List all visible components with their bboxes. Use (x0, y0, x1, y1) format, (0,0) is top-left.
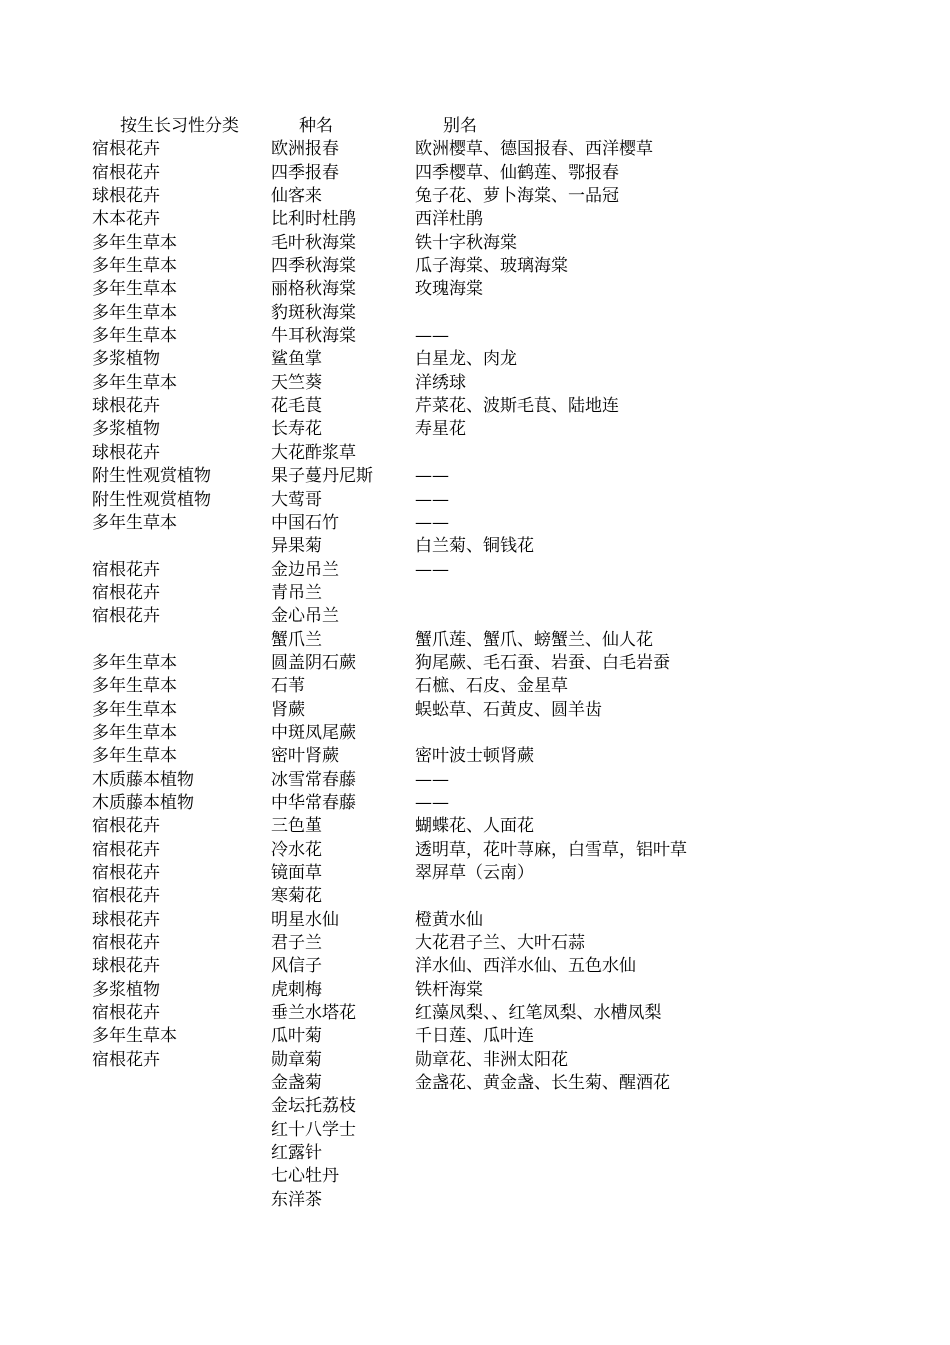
row-name: 圆盖阴石蕨 (271, 652, 356, 673)
table-row (0, 815, 950, 838)
row-category: 多年生草本 (92, 372, 177, 393)
row-alias: 玫瑰海棠 (415, 279, 483, 300)
row-name: 三色堇 (271, 816, 322, 837)
table-row (0, 512, 950, 535)
row-alias: —— (415, 792, 449, 813)
table-row (0, 1119, 950, 1142)
row-name: 天竺葵 (271, 372, 322, 393)
row-category (92, 1142, 262, 1165)
table-row (0, 862, 950, 885)
row-category: 附生性观赏植物 (92, 489, 211, 510)
row-category: 多年生草本 (92, 676, 177, 697)
row-alias (415, 605, 935, 628)
table-row (0, 138, 950, 161)
row-category: 多年生草本 (92, 232, 177, 253)
row-alias (415, 1189, 935, 1212)
row-category: 宿根花卉 (92, 1003, 160, 1024)
row-alias: 金盏花、黄金盏、长生菊、醒酒花 (415, 1073, 670, 1094)
row-alias: 翠屏草（云南） (415, 863, 534, 883)
row-category: 多年生草本 (92, 512, 177, 533)
row-category (92, 629, 262, 652)
row-alias: —— (415, 326, 449, 347)
table-row (0, 1072, 950, 1095)
table-row (0, 185, 950, 208)
row-alias (415, 582, 935, 605)
table-row (0, 348, 950, 371)
table-row (0, 1025, 950, 1048)
row-alias: 石樜、石皮、金星草 (415, 676, 568, 697)
table-row (0, 208, 950, 231)
row-name: 长寿花 (271, 419, 322, 440)
row-name: 红十八学士 (271, 1119, 356, 1140)
row-name: 红露针 (271, 1143, 322, 1164)
row-category (92, 1165, 262, 1188)
row-name: 虎刺梅 (271, 979, 322, 1000)
row-category: 宿根花卉 (92, 559, 160, 580)
table-row (0, 792, 950, 815)
row-alias (415, 1165, 935, 1188)
table-row (0, 278, 950, 301)
table-row (0, 1165, 950, 1188)
row-name: 七心牡丹 (271, 1166, 339, 1187)
table-row (0, 582, 950, 605)
table-row (0, 932, 950, 955)
row-category: 多年生草本 (92, 746, 177, 767)
row-alias: 兔子花、萝卜海棠、一品冠 (415, 186, 619, 207)
header-alias: 别名 (443, 116, 477, 136)
row-category: 多年生草本 (92, 1026, 177, 1047)
row-alias (415, 1119, 935, 1142)
table-row (0, 1002, 950, 1025)
table-row (0, 395, 950, 418)
row-alias: 瓜子海棠、玻璃海棠 (415, 256, 568, 277)
row-name: 瓜叶菊 (271, 1026, 322, 1047)
row-category: 球根花卉 (92, 442, 160, 463)
table-row (0, 302, 950, 325)
table-body (0, 138, 950, 1212)
row-category: 球根花卉 (92, 909, 160, 930)
row-alias: 蜈蚣草、石黄皮、圆羊齿 (415, 699, 602, 720)
table-row (0, 1189, 950, 1212)
row-name: 花毛茛 (271, 396, 322, 417)
row-alias: 铁杆海棠 (415, 979, 483, 1000)
table-row (0, 745, 950, 768)
row-category: 宿根花卉 (92, 139, 160, 160)
row-alias: —— (415, 466, 449, 487)
table-row (0, 162, 950, 185)
table-row (0, 885, 950, 908)
header-category: 按生长习性分类 (120, 116, 239, 136)
row-category: 多年生草本 (92, 279, 177, 300)
row-name: 石苇 (271, 676, 305, 697)
table-row (0, 629, 950, 652)
table-row (0, 535, 950, 558)
row-alias: 铁十字秋海棠 (415, 232, 517, 253)
row-alias: —— (415, 769, 449, 790)
row-name: 四季秋海棠 (271, 256, 356, 277)
row-alias (415, 1142, 935, 1165)
row-alias: 橙黄水仙 (415, 909, 483, 930)
row-name: 金坛托荔枝 (271, 1096, 356, 1117)
row-name: 风信子 (271, 956, 322, 977)
row-category: 球根花卉 (92, 186, 160, 207)
row-alias: 四季樱草、仙鹤莲、鄂报春 (415, 162, 619, 183)
row-alias: 红藻凤梨、、红笔凤梨、水槽凤梨 (415, 1003, 662, 1024)
row-name: 寒菊花 (271, 886, 322, 907)
row-name: 牛耳秋海棠 (271, 326, 356, 347)
row-category: 多年生草本 (92, 652, 177, 673)
row-name: 金盏菊 (271, 1073, 322, 1094)
table-row (0, 1049, 950, 1072)
table-row (0, 372, 950, 395)
row-name: 金边吊兰 (271, 559, 339, 580)
row-category: 木本花卉 (92, 209, 160, 230)
row-name: 四季报春 (271, 162, 339, 183)
row-category: 宿根花卉 (92, 1049, 160, 1070)
row-alias: 蟹爪莲、蟹爪、螃蟹兰、仙人花 (415, 629, 653, 650)
row-category: 宿根花卉 (92, 886, 160, 907)
table-row (0, 418, 950, 441)
row-alias: —— (415, 559, 449, 580)
table-row (0, 605, 950, 628)
row-alias (415, 1095, 935, 1118)
row-name: 果子蔓丹尼斯 (271, 466, 373, 487)
row-name: 垂兰水塔花 (271, 1003, 356, 1024)
table-row (0, 489, 950, 512)
table-row (0, 232, 950, 255)
row-name: 仙客来 (271, 186, 322, 207)
row-name: 中国石竹 (271, 512, 339, 533)
row-alias: 白兰菊、铜钱花 (415, 536, 534, 557)
row-name: 大莺哥 (271, 489, 322, 510)
row-name: 勋章菊 (271, 1049, 322, 1070)
row-category: 多年生草本 (92, 326, 177, 347)
row-category: 宿根花卉 (92, 162, 160, 183)
row-name: 中华常春藤 (271, 792, 356, 813)
row-category: 宿根花卉 (92, 816, 160, 837)
row-category: 多年生草本 (92, 699, 177, 720)
row-name: 毛叶秋海棠 (271, 232, 356, 253)
row-category: 木质藤本植物 (92, 769, 194, 790)
row-alias (415, 722, 935, 745)
row-category: 宿根花卉 (92, 582, 160, 603)
row-name: 大花酢浆草 (271, 442, 356, 463)
header-name: 种名 (299, 116, 333, 136)
row-name: 明星水仙 (271, 909, 339, 930)
table-row (0, 1095, 950, 1118)
row-name: 丽格秋海棠 (271, 279, 356, 300)
row-alias: 芹菜花、波斯毛茛、陆地连 (415, 396, 619, 417)
row-name: 豹斑秋海棠 (271, 302, 356, 323)
row-alias: 寿星花 (415, 419, 466, 440)
row-name: 东洋茶 (271, 1189, 322, 1210)
row-category (92, 535, 262, 558)
row-alias: 千日莲、瓜叶连 (415, 1026, 534, 1047)
row-name: 异果菊 (271, 536, 322, 557)
row-alias: 密叶波士顿肾蕨 (415, 746, 534, 767)
row-category: 球根花卉 (92, 396, 160, 417)
row-category: 多年生草本 (92, 722, 177, 743)
row-name: 冰雪常春藤 (271, 769, 356, 790)
row-name: 冷水花 (271, 839, 322, 860)
row-category: 多年生草本 (92, 256, 177, 277)
table-row (0, 559, 950, 582)
row-category: 宿根花卉 (92, 863, 160, 883)
row-alias: 欧洲樱草、德国报春、西洋樱草 (415, 139, 653, 160)
row-alias: 白星龙、肉龙 (415, 349, 517, 370)
row-category: 多浆植物 (92, 349, 160, 370)
row-alias: —— (415, 512, 449, 533)
row-name: 比利时杜鹃 (271, 209, 356, 230)
row-category: 球根花卉 (92, 956, 160, 977)
table-row (0, 652, 950, 675)
row-name: 金心吊兰 (271, 606, 339, 627)
row-category: 多浆植物 (92, 419, 160, 440)
plant-table (0, 115, 950, 1212)
table-row (0, 979, 950, 1002)
row-category (92, 1095, 262, 1118)
row-category (92, 1119, 262, 1142)
row-alias: 洋绣球 (415, 372, 466, 393)
row-alias: 大花君子兰、大叶石蒜 (415, 933, 585, 954)
row-category: 宿根花卉 (92, 606, 160, 627)
row-category: 多浆植物 (92, 979, 160, 1000)
row-alias: 勋章花、非洲太阳花 (415, 1049, 568, 1070)
row-category: 附生性观赏植物 (92, 466, 211, 487)
row-category: 多年生草本 (92, 302, 177, 323)
table-row (0, 839, 950, 862)
table-row (0, 955, 950, 978)
table-row (0, 675, 950, 698)
row-alias: —— (415, 489, 449, 510)
row-name: 鲨鱼掌 (271, 349, 322, 370)
row-alias: 透明草，花叶荨麻，白雪草，铝叶草 (415, 839, 687, 860)
row-alias (415, 442, 935, 465)
table-row (0, 699, 950, 722)
table-header (0, 115, 950, 138)
row-category (92, 1072, 262, 1095)
row-category: 木质藤本植物 (92, 792, 194, 813)
row-name: 肾蕨 (271, 699, 305, 720)
row-alias: 狗尾蕨、毛石蚕、岩蚕、白毛岩蚕 (415, 652, 670, 673)
table-row (0, 442, 950, 465)
row-alias: 蝴蝶花、人面花 (415, 816, 534, 837)
row-alias: 西洋杜鹃 (415, 209, 483, 230)
row-name: 欧洲报春 (271, 139, 339, 160)
row-category (92, 1189, 262, 1212)
row-category: 宿根花卉 (92, 839, 160, 860)
row-name: 镜面草 (271, 863, 322, 883)
table-row (0, 769, 950, 792)
row-name: 密叶肾蕨 (271, 746, 339, 767)
table-row (0, 255, 950, 278)
table-row (0, 465, 950, 488)
row-name: 君子兰 (271, 933, 322, 954)
row-category: 宿根花卉 (92, 933, 160, 954)
table-row (0, 325, 950, 348)
row-alias: 洋水仙、西洋水仙、五色水仙 (415, 956, 636, 977)
row-name: 青吊兰 (271, 582, 322, 603)
row-name: 中斑凤尾蕨 (271, 722, 356, 743)
table-row (0, 909, 950, 932)
row-alias (415, 885, 935, 908)
table-row (0, 1142, 950, 1165)
row-name: 蟹爪兰 (271, 629, 322, 650)
table-row (0, 722, 950, 745)
row-alias (415, 302, 935, 325)
